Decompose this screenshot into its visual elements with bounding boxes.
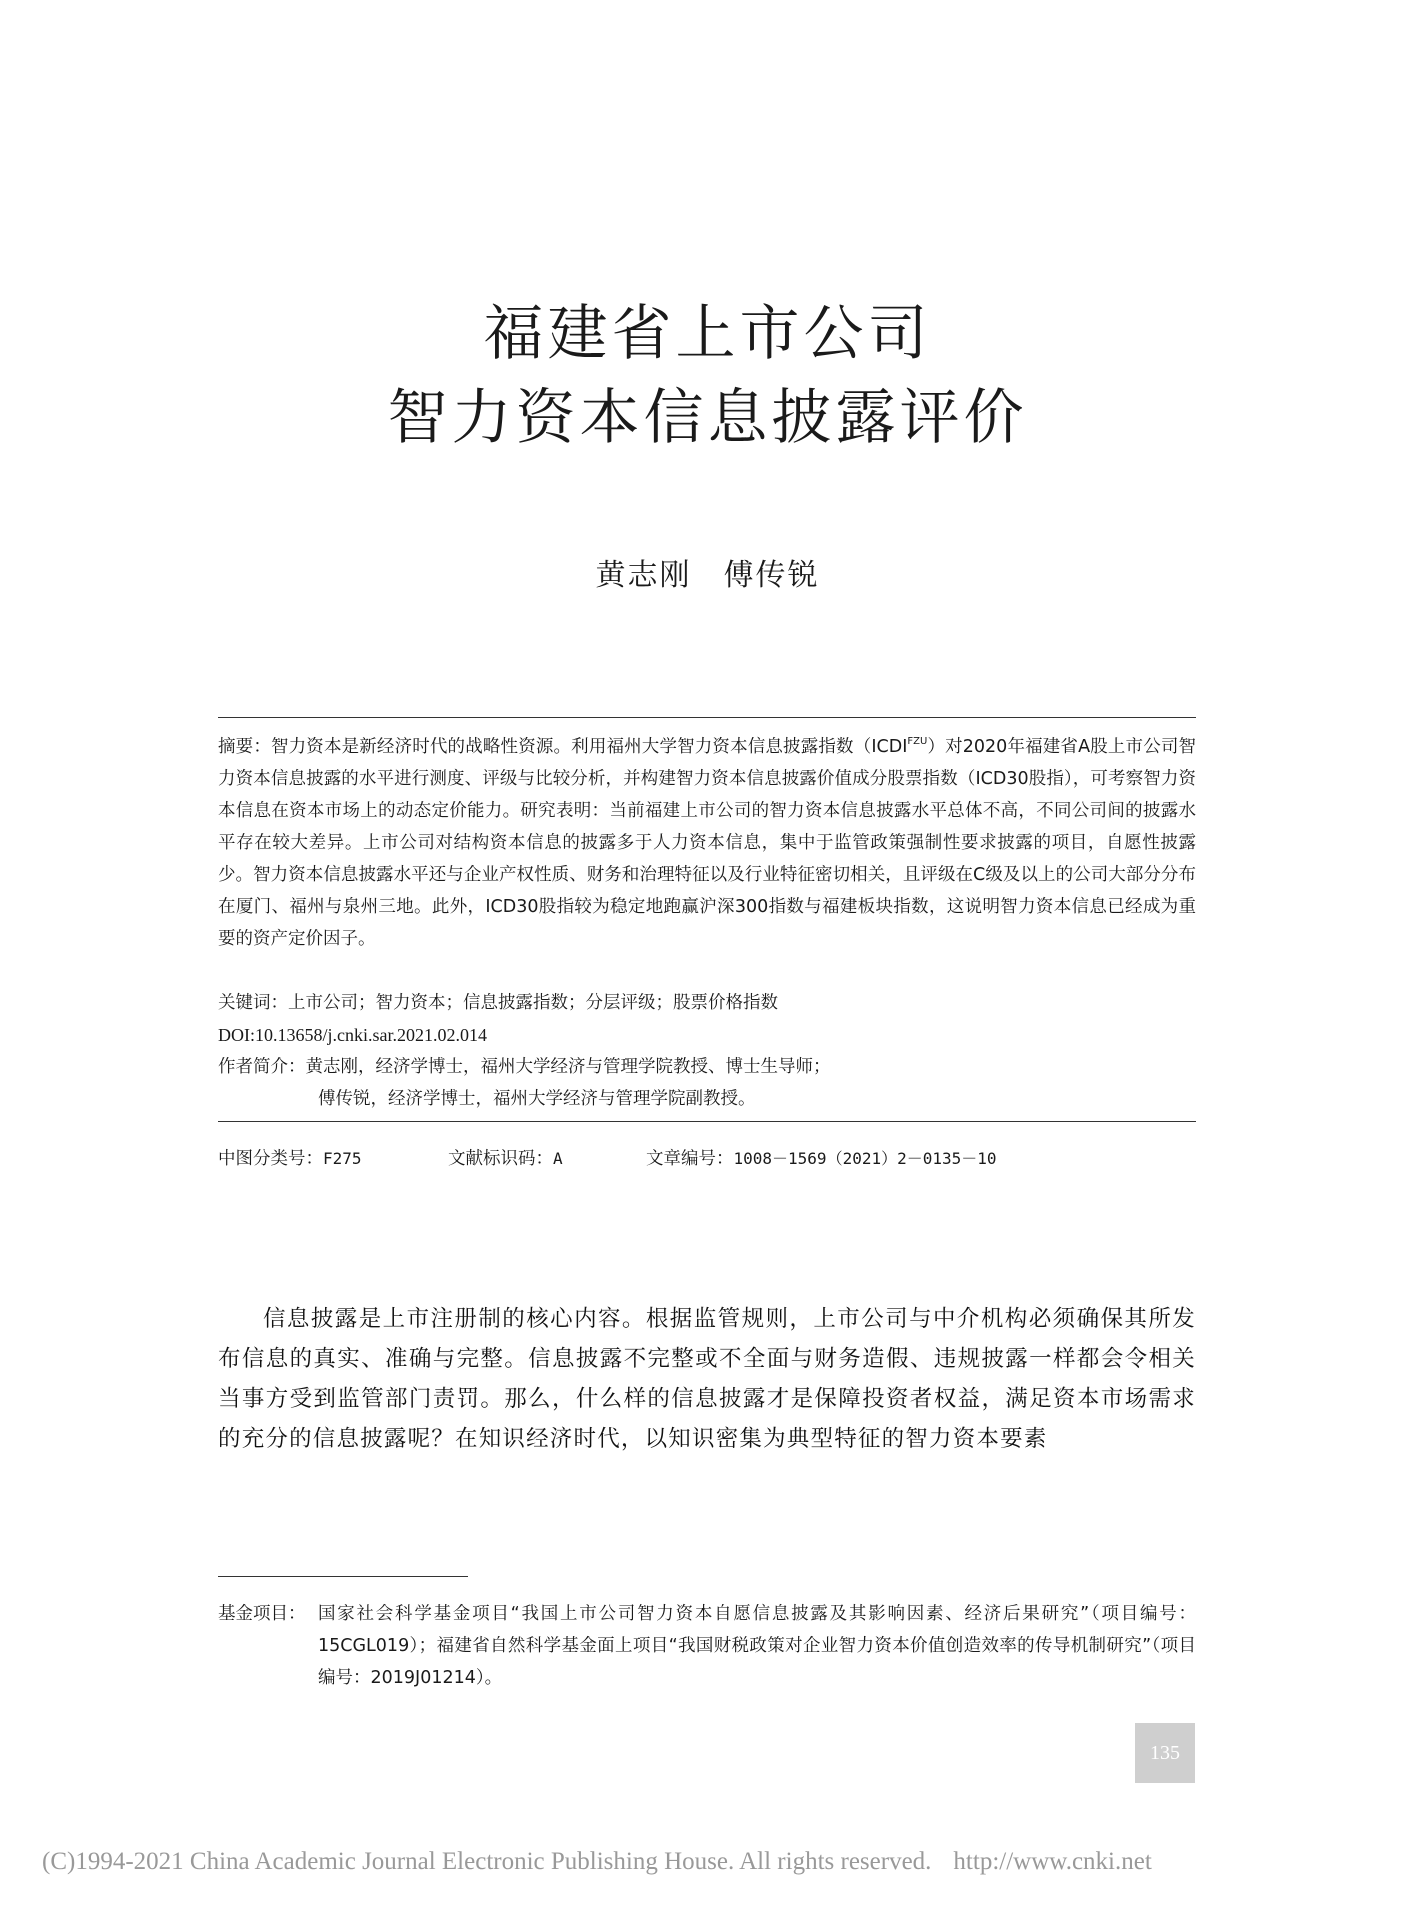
- funding-footnote: [218, 1598, 1196, 1694]
- paper-title-line-1: 福建省上市公司: [483, 299, 932, 369]
- abstract-text-part-1: 智力资本是新经济时代的战略性资源。利用福州大学智力资本信息披露指数（ICDI: [270, 737, 908, 757]
- document-code-value: A: [553, 1149, 563, 1168]
- keywords-label: 关键词：: [218, 993, 288, 1013]
- clc-label: 中图分类号：: [218, 1149, 323, 1169]
- article-number-value: 1008－1569（2021）2－0135－10: [733, 1149, 997, 1168]
- keywords: [218, 987, 778, 1019]
- authors: 黄志刚 傅传锐: [595, 558, 820, 593]
- document-code-label: 文献标识码：: [448, 1149, 553, 1169]
- funding-label: 基金项目：: [218, 1604, 306, 1624]
- copyright-footer: [42, 1848, 1382, 1876]
- author-bio-label: 作者简介：: [218, 1057, 306, 1077]
- abstract-bottom-rule: [218, 1121, 1196, 1122]
- author-bio-text-1: 黄志刚，经济学博士，福州大学经济与管理学院教授、博士生导师；: [305, 1057, 831, 1077]
- doi: DOI:10.13658/j.cnki.sar.2021.02.014: [218, 1025, 487, 1045]
- article-number: [646, 1143, 997, 1175]
- paper-title-line-2: 智力资本信息披露评价: [387, 383, 1028, 453]
- page-number-box: [1135, 1723, 1195, 1783]
- abstract: [218, 731, 1196, 955]
- abstract-top-rule: [218, 717, 1196, 718]
- page-number: 135: [1150, 1741, 1180, 1764]
- copyright-text: (C)1994-2021 China Academic Journal Electronic Publishing House. All rights reserved.: [42, 1848, 932, 1875]
- author-bio-line-1: [218, 1051, 831, 1083]
- abstract-superscript: FZU: [907, 736, 928, 747]
- clc-number: [218, 1143, 362, 1175]
- body-paragraph: 信息披露是上市注册制的核心内容。根据监管规则，上市公司与中介机构必须确保其所发布信息的真实、准确与完整。信息披露不完整或不全面与财务造假、违规披露一样都会令相关当事方受到监管部门责罚。那么，什么样的信息披露才是保障投资者权益，满足资本市场需求的充分的信息披露呢？在知识经济时代，以知识密集为典型特征的智力资本要素: [218, 1306, 1196, 1452]
- footer-url: http://www.cnki.net: [953, 1848, 1152, 1875]
- article-number-label: 文章编号：: [646, 1149, 734, 1169]
- author-bio-line-2: 傅传锐，经济学博士，福州大学经济与管理学院副教授。: [318, 1089, 756, 1109]
- footnote-rule: [218, 1576, 468, 1577]
- keywords-text: 上市公司；智力资本；信息披露指数；分层评级；股票价格指数: [288, 993, 778, 1013]
- document-code: [448, 1143, 563, 1175]
- clc-value: F275: [323, 1149, 362, 1168]
- funding-text: 国家社会科学基金项目“我国上市公司智力资本自愿信息披露及其影响因素、经济后果研究”（项目编号：15CGL019）；福建省自然科学基金面上项目“我国财税政策对企业智力资本价值创造效率的传导机制研究”（项目编号：2019J01214）。: [318, 1604, 1196, 1688]
- abstract-text-part-2: ）对2020年福建省A股上市公司智力资本信息披露的水平进行测度、评级与比较分析，并构建智力资本信息披露价值成分股票指数（ICD30股指），可考察智力资本信息在资本市场上的动态定价能力。研究表明：当前福建上市公司的智力资本信息披露水平总体不高，不同公司间的披露水平存在较大差异。上市公司对结构资本信息的披露多于人力资本信息，集中于监管政策强制性要求披露的项目，自愿性披露少。智力资本信息披露水平还与企业产权性质、财务和治理特征以及行业特征密切相关，且评级在C级及以上的公司大部分分布在厦门、福州与泉州三地。此外，ICD30股指较为稳定地跑赢沪深300指数与福建板块指数，这说明智力资本信息已经成为重要的资产定价因子。: [218, 737, 1197, 949]
- abstract-label: 摘要：: [218, 737, 271, 757]
